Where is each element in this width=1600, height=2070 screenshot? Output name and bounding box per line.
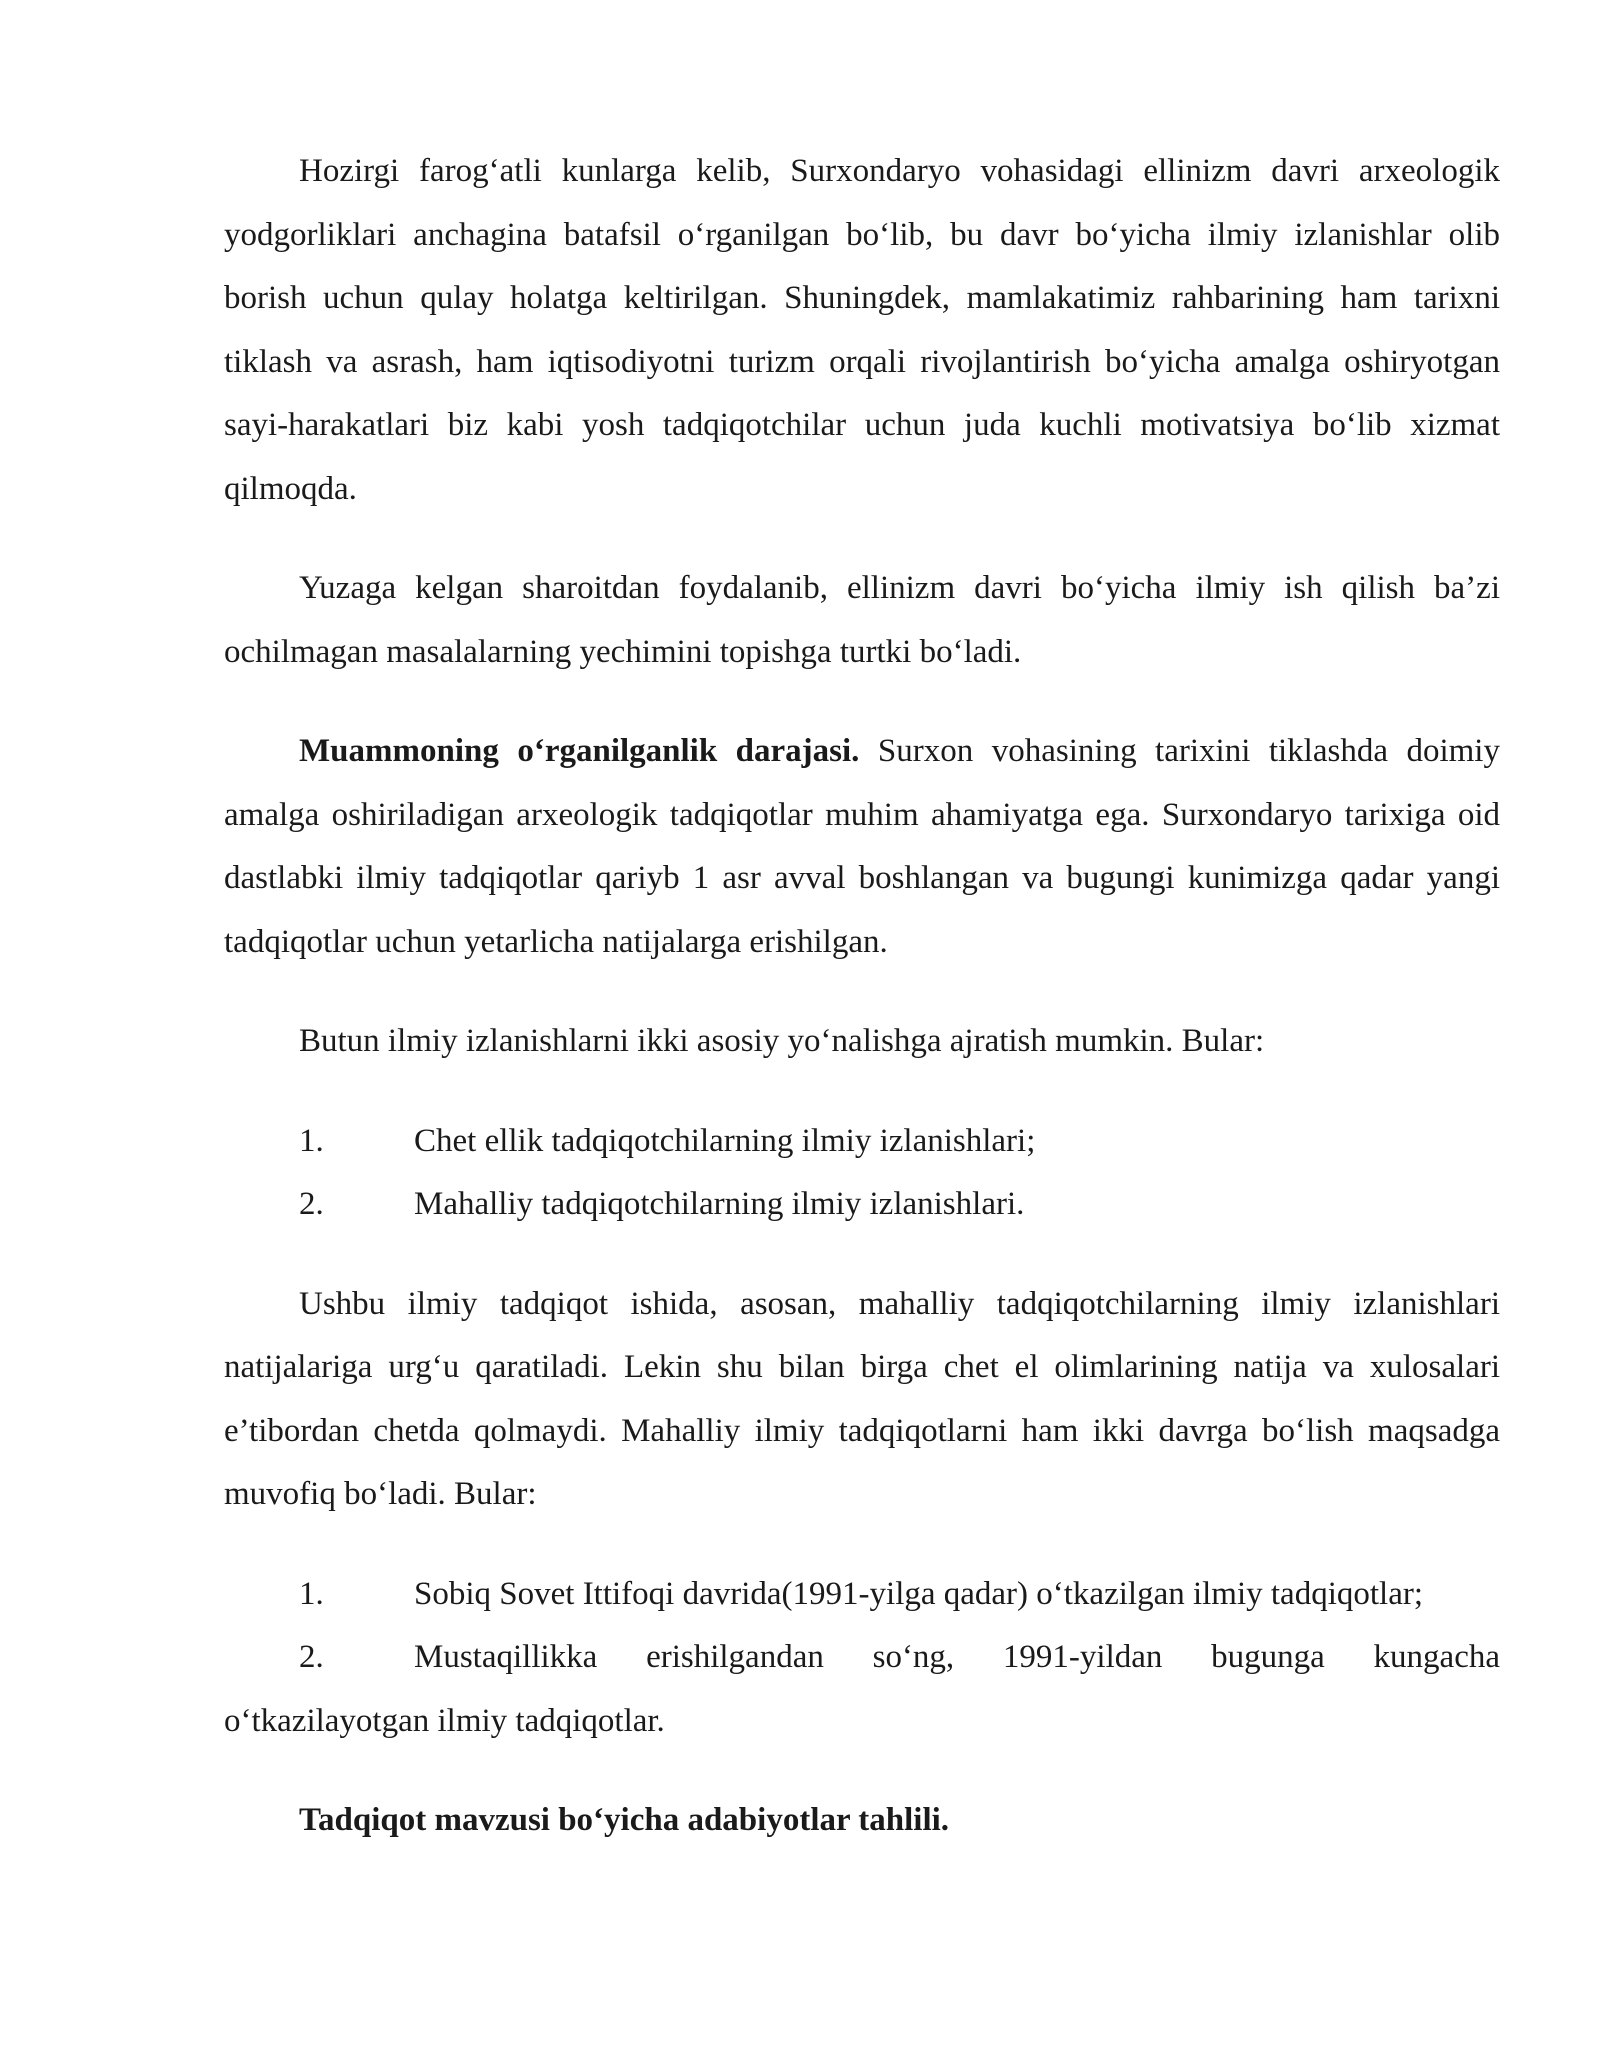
research-level-title: Muammoning o‘rganilganlik darajasi.: [299, 733, 860, 769]
list-item-number: 1.: [299, 1122, 324, 1159]
list-item: [224, 1173, 1500, 1237]
research-level-text: Surxon vohasining tarixini tiklashda doimiy amalga oshiriladigan arxeologik tadqiqotlar muhim ahamiyatga ega. Surxondaryo tarixiga oid dastlabki ilmiy tadqiqotlar qariyb 1 asr avval boshlangan va bugungi kunimizga qadar yangi tadqiqotlar uchun yetarlicha natijalarga erishilgan.: [224, 733, 1500, 960]
list-item-number: 2.: [299, 1186, 324, 1222]
list-item: [224, 1563, 1500, 1627]
document-page: [224, 140, 1500, 1853]
paragraph-directions: Butun ilmiy izlanishlarni ikki asosiy yo‘nalishga ajratish mumkin. Bular:: [299, 1023, 1265, 1059]
list-item-text: Chet ellik tadqiqotchilarning ilmiy izlanishlari;: [414, 1122, 1036, 1159]
list-item: [224, 1626, 1500, 1753]
paragraph-opportunity: Yuzaga kelgan sharoitdan foydalanib, ellinizm davri bo‘yicha ilmiy ish qilish ba’zi ochilmagan masalalarning yechimini topishga turtki bo‘ladi.: [224, 570, 1500, 670]
list-item: [224, 1110, 1500, 1174]
periods-list: [224, 1563, 1500, 1754]
list-item-text: Sobiq Sovet Ittifoqi davrida(1991-yilga qadar) o‘tkazilgan ilmiy tadqiqotlar;: [414, 1575, 1424, 1612]
list-item-number: 1.: [299, 1575, 324, 1612]
list-item-text: Mahalliy tadqiqotchilarning ilmiy izlanishlari.: [414, 1186, 1025, 1222]
paragraph-intro: Hozirgi farog‘atli kunlarga kelib, Surxondaryo vohasidagi ellinizm davri arxeologik yodgorliklari anchagina batafsil o‘rganilgan bo‘lib, bu davr bo‘yicha ilmiy izlanishlar olib borish uchun qulay holatga keltirilgan. Shuningdek, mamlakatimiz rahbarining ham tarixni tiklash va asrash, ham iqtisodiyotni turizm orqali rivojlantirish bo‘yicha amalga oshiryotgan sayi-harakatlari biz kabi yosh tadqiqotchilar uchun juda kuchli motivatsiya bo‘lib xizmat qilmoqda.: [224, 153, 1500, 507]
paragraph-research-level: [224, 720, 1500, 974]
paragraph-local-research: Ushbu ilmiy tadqiqot ishida, asosan, mahalliy tadqiqotchilarning ilmiy izlanishlari natijalariga urg‘u qaratiladi. Lekin shu bilan birga chet el olimlarining natija va xulosalari e’tibordan chetda qolmaydi. Mahalliy ilmiy tadqiqotlarni ham ikki davrga bo‘lish maqsadga muvofiq bo‘ladi. Bular:: [224, 1285, 1500, 1512]
list-item-number: 2.: [299, 1639, 324, 1675]
directions-list: [224, 1110, 1500, 1237]
section-heading: Tadqiqot mavzusi bo‘yicha adabiyotlar tahlili.: [299, 1802, 950, 1838]
list-item-text: Mustaqillikka erishilgandan so‘ng, 1991-yildan bugunga kungacha o‘tkazilayotgan ilmiy tadqiqotlar.: [224, 1639, 1500, 1739]
